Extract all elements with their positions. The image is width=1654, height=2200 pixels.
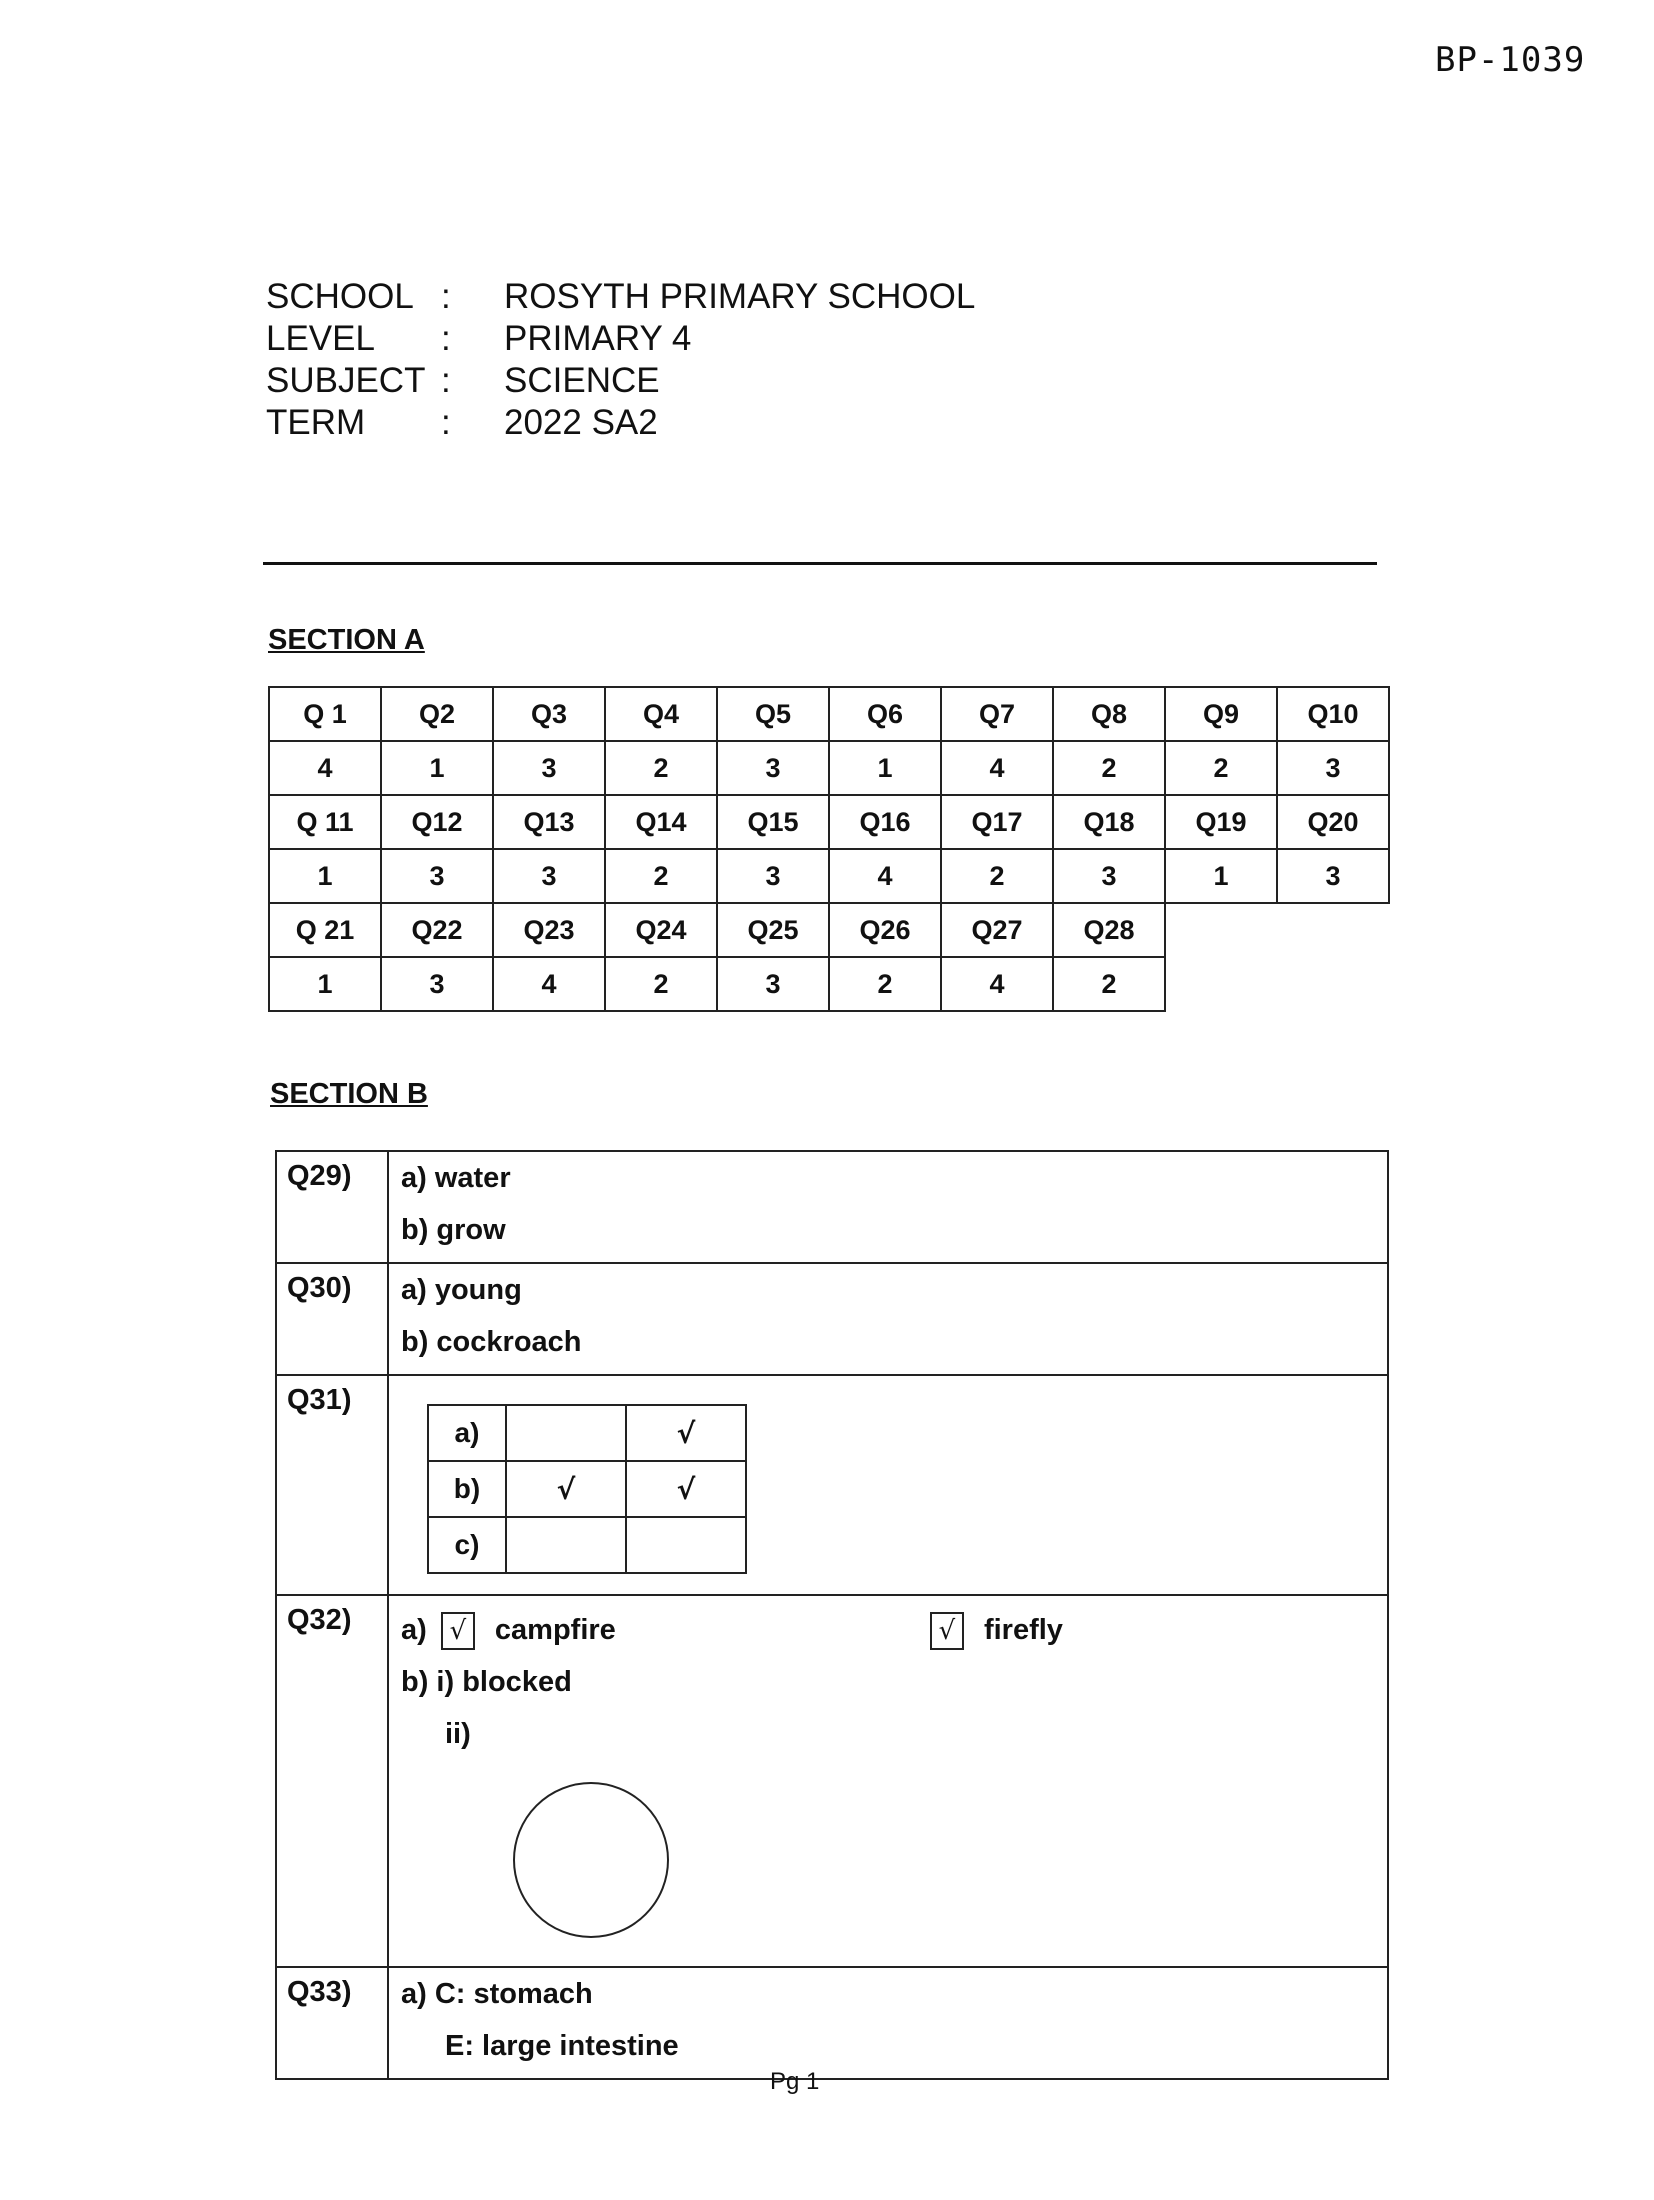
answer-cell [388, 1263, 1388, 1375]
answer-line: b) grow [401, 1214, 506, 1246]
table-cell: 2 [605, 849, 717, 903]
table-row [269, 687, 1389, 741]
table-row [428, 1517, 746, 1573]
table-cell: Q4 [605, 687, 717, 741]
question-number: Q31) [276, 1375, 388, 1595]
table-cell: Q7 [941, 687, 1053, 741]
empty-cell [1277, 957, 1389, 1011]
question-number: Q32) [276, 1595, 388, 1967]
table-cell: Q24 [605, 903, 717, 957]
divider-rule [263, 562, 1377, 565]
table-row [269, 903, 1389, 957]
table-cell: Q13 [493, 795, 605, 849]
table-cell: 1 [829, 741, 941, 795]
table-cell: Q14 [605, 795, 717, 849]
table-row [428, 1405, 746, 1461]
table-cell: Q5 [717, 687, 829, 741]
header-label: LEVEL [266, 319, 375, 358]
table-row [269, 849, 1389, 903]
header-value: ROSYTH PRIMARY SCHOOL [504, 277, 976, 316]
table-row [269, 795, 1389, 849]
tick-mark: √ [506, 1461, 626, 1517]
header-row-school [266, 276, 975, 318]
answer-cell [388, 1375, 1388, 1595]
table-row [276, 1967, 1388, 2079]
answer-line: a) young [401, 1274, 522, 1306]
answer-line: a) C: stomach [401, 1978, 593, 2010]
table-row [276, 1263, 1388, 1375]
table-cell: Q12 [381, 795, 493, 849]
table-cell: 3 [717, 741, 829, 795]
table-cell: 4 [829, 849, 941, 903]
table-cell: Q28 [1053, 903, 1165, 957]
table-cell: 3 [493, 849, 605, 903]
table-cell: Q22 [381, 903, 493, 957]
checkbox-ticked: √ [441, 1612, 475, 1650]
empty-cell [1165, 903, 1277, 957]
table-cell: 4 [269, 741, 381, 795]
q31-tick-table [427, 1404, 747, 1574]
checkbox-ticked: √ [930, 1612, 964, 1650]
table-cell: Q17 [941, 795, 1053, 849]
header-label: TERM [266, 403, 366, 442]
table-cell: 1 [269, 957, 381, 1011]
section-a-answer-table [268, 686, 1390, 1012]
tick-mark: √ [626, 1405, 746, 1461]
table-cell: Q20 [1277, 795, 1389, 849]
answer-cell [388, 1967, 1388, 2079]
answer-cell [388, 1151, 1388, 1263]
tick-mark [506, 1405, 626, 1461]
answer-line: b) cockroach [401, 1326, 582, 1358]
header-value: PRIMARY 4 [504, 319, 692, 358]
row-label: b) [428, 1461, 506, 1517]
question-number: Q29) [276, 1151, 388, 1263]
row-label: c) [428, 1517, 506, 1573]
table-cell: Q 11 [269, 795, 381, 849]
option-label: firefly [983, 1614, 1063, 1646]
table-cell: 1 [1165, 849, 1277, 903]
table-cell: 3 [1053, 849, 1165, 903]
table-cell: Q3 [493, 687, 605, 741]
table-cell: 2 [1053, 957, 1165, 1011]
table-cell: 4 [941, 957, 1053, 1011]
option-label: campfire [494, 1614, 616, 1646]
header-value: SCIENCE [504, 361, 660, 400]
header-colon: : [441, 319, 451, 358]
answer-cell [388, 1595, 1388, 1967]
table-cell: 3 [381, 849, 493, 903]
table-cell: Q8 [1053, 687, 1165, 741]
table-cell: 2 [941, 849, 1053, 903]
question-number: Q33) [276, 1967, 388, 2079]
table-cell: 1 [381, 741, 493, 795]
table-cell: 2 [605, 957, 717, 1011]
table-cell: 3 [381, 957, 493, 1011]
table-cell: Q16 [829, 795, 941, 849]
table-row [428, 1461, 746, 1517]
drawing-area [401, 1766, 1387, 1966]
section-b-answer-table [275, 1150, 1389, 2080]
table-cell: Q27 [941, 903, 1053, 957]
tick-mark: √ [626, 1461, 746, 1517]
header-label: SCHOOL [266, 277, 414, 316]
header-colon: : [441, 277, 451, 316]
table-cell: 3 [1277, 741, 1389, 795]
part-label: a) [401, 1614, 427, 1646]
header-colon: : [441, 361, 451, 400]
answer-line: E: large intestine [445, 2030, 679, 2062]
table-cell: Q9 [1165, 687, 1277, 741]
header-row-term [266, 402, 975, 444]
exam-header [266, 276, 975, 444]
table-cell: 3 [717, 849, 829, 903]
table-cell: Q6 [829, 687, 941, 741]
table-cell: Q23 [493, 903, 605, 957]
table-cell: Q10 [1277, 687, 1389, 741]
document-id: BP-1039 [1435, 40, 1586, 80]
header-row-subject [266, 360, 975, 402]
table-cell: Q18 [1053, 795, 1165, 849]
table-cell: Q 1 [269, 687, 381, 741]
table-cell: 4 [493, 957, 605, 1011]
table-row [269, 957, 1389, 1011]
answer-line [401, 1610, 1387, 1662]
table-cell: 2 [1165, 741, 1277, 795]
header-label: SUBJECT [266, 361, 426, 400]
table-row [276, 1151, 1388, 1263]
table-cell: 4 [941, 741, 1053, 795]
table-cell: 3 [493, 741, 605, 795]
table-cell: 3 [1277, 849, 1389, 903]
table-cell: Q2 [381, 687, 493, 741]
header-value: 2022 SA2 [504, 403, 658, 442]
header-colon: : [441, 403, 451, 442]
table-cell: 3 [717, 957, 829, 1011]
empty-cell [1277, 903, 1389, 957]
header-row-level [266, 318, 975, 360]
answer-line: ii) [445, 1718, 471, 1750]
row-label: a) [428, 1405, 506, 1461]
page-number: Pg 1 [770, 2068, 820, 2095]
table-row [269, 741, 1389, 795]
answer-line: b) i) blocked [401, 1666, 572, 1698]
table-cell: Q25 [717, 903, 829, 957]
table-cell: 2 [1053, 741, 1165, 795]
question-number: Q30) [276, 1263, 388, 1375]
table-cell: 2 [829, 957, 941, 1011]
section-b-title: SECTION B [270, 1078, 428, 1110]
tick-mark [626, 1517, 746, 1573]
table-cell: 2 [605, 741, 717, 795]
table-cell: Q15 [717, 795, 829, 849]
table-cell: 1 [269, 849, 381, 903]
circle-drawing [511, 1780, 671, 1940]
empty-cell [1165, 957, 1277, 1011]
section-a-title: SECTION A [268, 624, 425, 656]
table-row [276, 1595, 1388, 1967]
table-cell: Q19 [1165, 795, 1277, 849]
table-cell: Q 21 [269, 903, 381, 957]
tick-mark [506, 1517, 626, 1573]
table-row [276, 1375, 1388, 1595]
table-cell: Q26 [829, 903, 941, 957]
answer-line: a) water [401, 1162, 511, 1194]
